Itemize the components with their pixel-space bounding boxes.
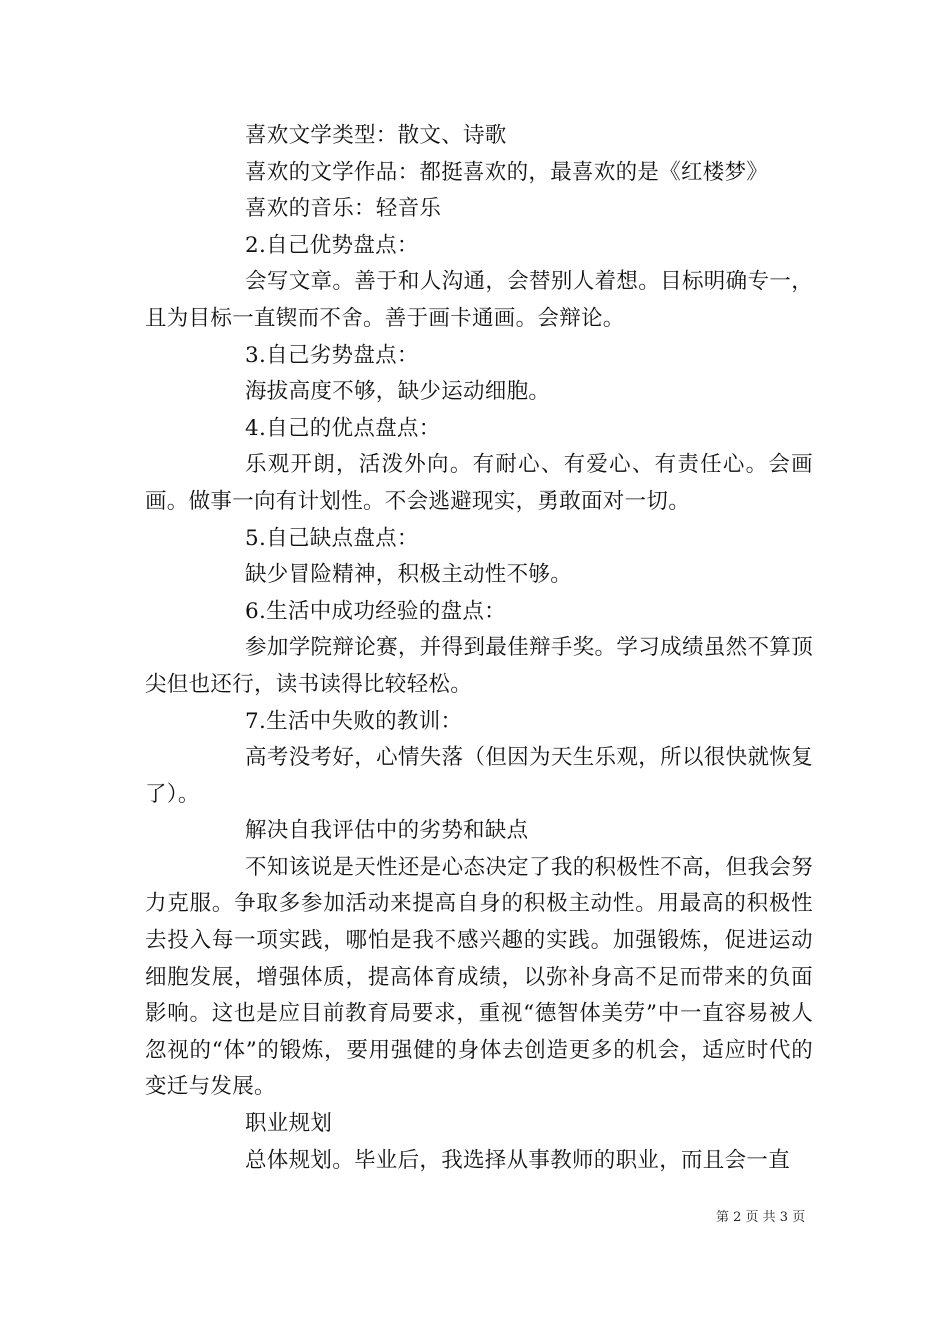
- paragraph-resolve: 不知该说是天性还是心态决定了我的积极性不高，但我会努力克服。争取多参加活动来提高自身的积极主动性。用最高的积极性去投入每一项实践，哪怕是我不感兴趣的实践。加强锻炼，促进运动细胞发展，增强体质，提高体育成绩，以弥补身高不足而带来的负面影响。这也是应目前教育局要求，重视“德智体美劳”中一直容易被人忽视的“体”的锻炼，要用强健的身体去创造更多的机会，适应时代的变迁与发展。: [145, 854, 813, 1100]
- document-body: [145, 118, 813, 1179]
- paragraph-overall-plan: 总体规划。毕业后，我选择从事教师的职业，而且会一直: [245, 1147, 791, 1173]
- paragraph-failure: 高考没考好，心情失落（但因为天生乐观，所以很快就恢复了）。: [145, 745, 813, 807]
- paragraph-weaknesses: 海拔高度不够，缺少运动细胞。: [245, 379, 551, 405]
- paragraph-success: 参加学院辩论赛，并得到最佳辩手奖。学习成绩虽然不算顶尖但也还行，读书读得比较轻松。: [145, 635, 813, 697]
- heading-success: 6.生活中成功经验的盘点：: [245, 598, 506, 624]
- paragraph-literature-type: 喜欢文学类型：散文、诗歌: [245, 123, 507, 148]
- heading-career-plan: 职业规划: [245, 1111, 333, 1137]
- paragraph-strengths: 会写文章。善于和人沟通，会替别人着想。目标明确专一，且为目标一直锲而不舍。善于画卡通画。会辩论。: [145, 269, 813, 331]
- page-number-footer: 第 2 页 共 3 页: [716, 1210, 806, 1225]
- paragraph-merits: 乐观开朗，活泼外向。有耐心、有爱心、有责任心。会画画。做事一向有计划性。不会逃避现实，勇敢面对一切。: [145, 452, 813, 514]
- paragraph-music: 喜欢的音乐：轻音乐: [245, 196, 442, 222]
- heading-merits: 4.自己的优点盘点：: [245, 415, 441, 441]
- heading-weaknesses: 3.自己劣势盘点：: [245, 342, 419, 368]
- heading-failure: 7.生活中失败的教训：: [245, 708, 463, 734]
- heading-strengths: 2.自己优势盘点：: [245, 232, 419, 258]
- paragraph-shortcomings: 缺少冒险精神，积极主动性不够。: [245, 562, 573, 588]
- heading-resolve: 解决自我评估中的劣势和缺点: [245, 818, 529, 844]
- heading-shortcomings: 5.自己缺点盘点：: [245, 525, 419, 551]
- paragraph-literature-works: 喜欢的文学作品：都挺喜欢的，最喜欢的是《红楼梦》: [245, 159, 769, 185]
